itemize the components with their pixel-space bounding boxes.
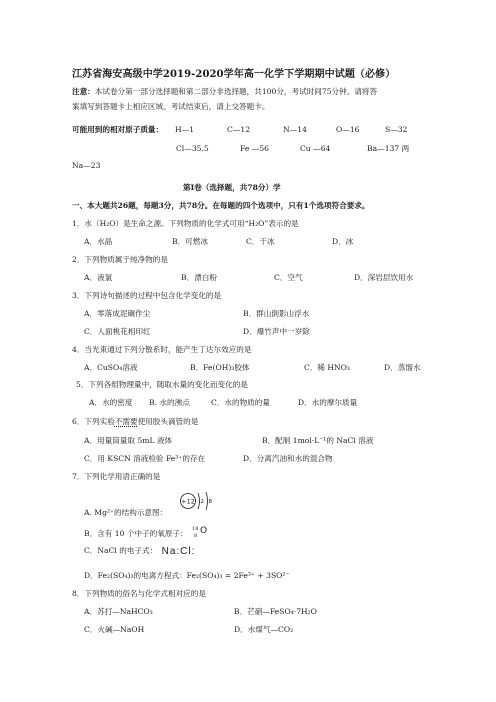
option-d: D．分离汽油和水的混合物 [243, 454, 333, 463]
atomic-mass-item: Fe —56 [240, 144, 270, 153]
question-1-stem: 1．水（H₂O）是生命之源。下列物质的化学式可用“H₂O”表示的是 [72, 219, 299, 228]
option-a: A．水的密度 [89, 398, 133, 407]
option-a: A．水晶 [84, 237, 113, 246]
option-d: D．爆竹声中一岁除 [243, 327, 310, 336]
option-a: A．苏打—NaHCO₃ [84, 607, 153, 616]
option-c: C．用 KSCN 溶液检验 Fe³⁺的存在 [84, 454, 206, 463]
option-a: A．零落成泥碾作尘 [84, 309, 151, 318]
option-a: A．CuSO₄溶液 [84, 363, 138, 372]
question-2-stem: 2．下列物质属于纯净物的是 [72, 255, 168, 264]
question-6-stem [72, 417, 198, 427]
oxygen-mass-number: 18 [192, 526, 199, 532]
atomic-mass-item: S—32 [385, 125, 408, 134]
option-b: B．芒硝—FeSO₄·7H₂O [234, 607, 317, 616]
option-c: C．稀 HNO₃ [304, 363, 350, 372]
stem-part: 6．下列实验 [72, 417, 115, 426]
atomic-mass-item: Ba—137 两 [367, 144, 410, 153]
stem-part: 使用胶头滴管的是 [137, 417, 199, 426]
option-b: B．Fe(OH)₃胶体 [190, 363, 250, 372]
notice-text-1: 本试卷分第一部分选择题和第二部分非选择题，共100分，考试时间75分钟。请将答 [94, 87, 378, 96]
nacl-electron-formula: Na:Cl: [161, 546, 196, 557]
question-8-stem: 8．下列物质的俗名与化学式相对应的是 [72, 589, 206, 598]
question-7-option-c [84, 546, 195, 556]
option-d: D．深岩层饮用水 [354, 273, 414, 282]
oxygen-atomic-number: 8 [194, 533, 198, 539]
option-b: B．可燃冰 [172, 237, 208, 246]
option-d: D．蒸馏水 [384, 363, 421, 372]
mg-nucleus-charge: +12 [181, 497, 195, 506]
atomic-mass-item: N—14 [283, 125, 307, 134]
atomic-mass-item: Cl—35.5 [176, 144, 209, 153]
option-c: C．干冰 [246, 237, 275, 246]
atomic-mass-label: 可能用到的相对原子质量： [72, 125, 164, 134]
atomic-mass-item: C—12 [227, 125, 251, 134]
option-b: B. 水的沸点 [149, 398, 190, 407]
option-b: B．配制 1mol·L⁻¹的 NaCl 溶液 [262, 436, 374, 445]
option-c-text: C．NaCl 的电子式： [84, 546, 158, 555]
option-b: B．群山倒影山浮水 [243, 309, 310, 318]
emphasis-not-needed: 不需要 [114, 417, 138, 426]
atomic-mass-item: H—1 [175, 125, 195, 134]
option-c: C．火碱—NaOH [84, 625, 145, 634]
option-c: C．人面桃花相印红 [84, 327, 151, 336]
question-7-option-a: A. Mg²⁺的结构示意图： [84, 508, 168, 517]
atomic-mass-row-3: Na—23 [72, 161, 101, 170]
option-a: A．液氯 [84, 273, 113, 282]
option-b-text: B．含有 10 个中子的氧原子： [84, 529, 188, 538]
section-intro: 一、本大题共26题，每题3分，共78分。在每题的四个选项中，只有1个选项符合要求。 [72, 201, 370, 210]
option-c: C．水的物质的量 [211, 398, 270, 407]
exam-title: 江苏省海安高级中学2019-2020学年高一化学下学期期中试题（必修） [72, 69, 396, 80]
option-d: D．冰 [332, 237, 354, 246]
question-3-stem: 3．下列诗句描述的过程中包含化学变化的是 [72, 291, 222, 300]
option-c: C．空气 [274, 273, 303, 282]
mg-shell-1-count: 2 [200, 499, 204, 505]
section-title: 第Ⅰ卷（选择题，共78分）学 [183, 183, 281, 192]
option-d: D．水煤气—CO₂ [234, 625, 294, 634]
question-7-option-b [84, 527, 210, 539]
atomic-mass-row-1 [72, 125, 408, 135]
atomic-mass-item: O—16 [336, 125, 360, 134]
notice-label: 注意： [72, 87, 95, 96]
question-7-option-d: D．Fe₂(SO₄)₃的电离方程式：Fe₂(SO₄)₃ = 2Fe³⁺ + 3SO²⁻ [84, 571, 290, 580]
oxygen-symbol: O [200, 526, 208, 536]
question-7-stem: 7．下列化学用语正确的是 [72, 472, 161, 481]
option-b: B．漂白粉 [181, 273, 217, 282]
option-d: D．水的摩尔质量 [298, 398, 358, 407]
option-a: A．用量筒量取 5mL 液体 [84, 436, 173, 445]
mg-ion-structure-diagram [176, 488, 220, 514]
atomic-mass-item: Cu —64 [300, 144, 331, 153]
question-5-stem: 5．下列各组物理量中，随取水量的变化而变化的是 [76, 380, 248, 389]
notice-line-2: 案填写到答题卡上相应区域。考试结束后，请上交答题卡。 [72, 102, 270, 111]
notice-line-1 [72, 87, 377, 97]
mg-shell-2-count: 8 [208, 499, 212, 505]
oxygen-isotope-symbol [190, 527, 210, 539]
question-4-stem: 4．当光束通过下列分散系时，能产生丁达尔效应的是 [72, 345, 252, 354]
